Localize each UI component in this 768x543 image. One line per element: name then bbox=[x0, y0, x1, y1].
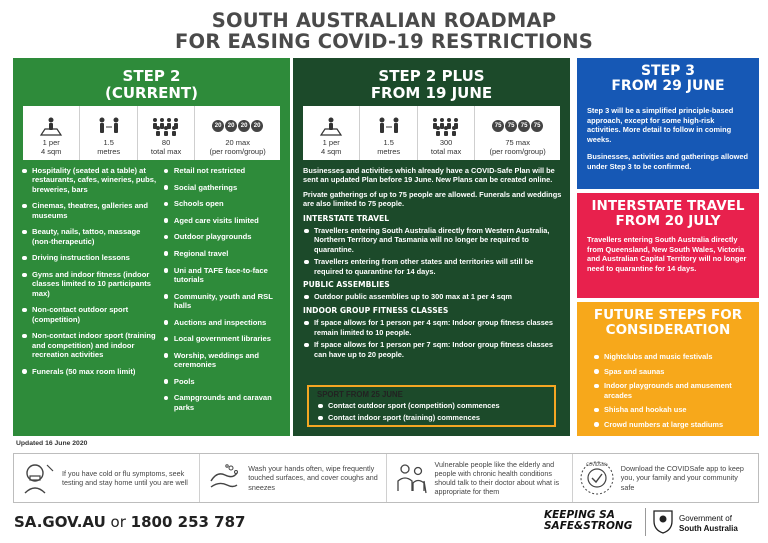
health-tips bbox=[13, 453, 759, 503]
future-panel bbox=[577, 302, 759, 436]
future-heading bbox=[577, 302, 759, 338]
footer-contact bbox=[14, 513, 245, 531]
stat-unit: 4 sqm bbox=[321, 146, 342, 156]
tip-text: If you have cold or flu symptoms, seek testing and stay home until you are well bbox=[62, 468, 188, 487]
government-logo bbox=[652, 508, 738, 539]
stat-value: 80 bbox=[161, 138, 171, 147]
list-item: Indoor playgrounds and amusement arcades bbox=[593, 381, 749, 400]
tip-covidsafe bbox=[573, 454, 758, 502]
list-item: Non-contact indoor sport (training and competition) and indoor recreation activities bbox=[21, 331, 159, 359]
step3-heading-line-1: STEP 3 bbox=[640, 63, 696, 79]
sick-person-icon bbox=[20, 460, 56, 496]
list-item: Contact outdoor sport (competition) commences bbox=[317, 401, 546, 410]
keeping-sa-logo bbox=[544, 510, 632, 532]
future-list bbox=[577, 338, 759, 429]
list-item: Contact indoor sport (training) commences bbox=[317, 413, 546, 422]
interstate-heading bbox=[577, 193, 759, 229]
step2plus-heading-line-2: FROM 19 JUNE bbox=[370, 84, 493, 102]
person-icon bbox=[39, 115, 63, 137]
stat-distance bbox=[80, 106, 137, 160]
capacity-badge: 75 bbox=[518, 120, 530, 132]
list-item: Outdoor public assemblies up to 300 max at 1 per 4 sqm bbox=[303, 292, 563, 301]
step2-panel bbox=[13, 58, 290, 436]
list-item: Driving instruction lessons bbox=[21, 253, 159, 262]
tip-vulnerable bbox=[387, 454, 573, 502]
step3-text-1: Step 3 will be a simplified principle-based approach, except for some high-risk activities. More detail to follow in coming weeks. bbox=[587, 106, 734, 144]
stat-distance bbox=[360, 106, 417, 160]
tip-handwashing bbox=[200, 454, 386, 502]
section-heading-fitness: INDOOR GROUP FITNESS CLASSES bbox=[303, 305, 449, 315]
stat-unit: (per room/group) bbox=[489, 146, 546, 156]
stat-value: 1.5 bbox=[103, 138, 114, 147]
government-line-2: South Australia bbox=[679, 523, 738, 533]
list-item: Community, youth and RSL halls bbox=[163, 292, 285, 311]
list-item: Campgrounds and caravan parks bbox=[163, 393, 285, 412]
list-item: Outdoor playgrounds bbox=[163, 232, 285, 241]
list-item: Funerals (50 max room limit) bbox=[21, 367, 159, 376]
assemblies-list bbox=[303, 292, 563, 301]
step2plus-body bbox=[303, 166, 563, 362]
list-item: Pools bbox=[163, 377, 285, 386]
capacity-badge: 20 bbox=[225, 120, 237, 132]
capacity-badge: 20 bbox=[251, 120, 263, 132]
step3-heading bbox=[577, 58, 759, 94]
interstate-list bbox=[303, 226, 563, 276]
stat-unit: metres bbox=[377, 146, 401, 156]
stat-unit: total max bbox=[430, 146, 462, 156]
stat-room bbox=[195, 106, 280, 160]
distancing-icon bbox=[376, 115, 402, 137]
keeping-sa-line-1: KEEPING SA bbox=[544, 509, 615, 521]
capacity-badge: 20 bbox=[212, 120, 224, 132]
list-item: Uni and TAFE face-to-face tutorials bbox=[163, 266, 285, 285]
list-item: Travellers entering from other states and territories will still be required to quarantine for 14 days. bbox=[303, 257, 563, 276]
government-text bbox=[679, 514, 738, 533]
crowd-icon bbox=[150, 115, 182, 137]
list-item: Spas and saunas bbox=[593, 367, 749, 376]
step2plus-intro-1: Businesses and activities which already have a COVID-Safe Plan will be sent an updated Plan before 19 June. New Plans can be created online. bbox=[303, 166, 555, 185]
step2plus-panel bbox=[293, 58, 570, 436]
stat-unit: metres bbox=[97, 146, 121, 156]
list-item: Retail not restricted bbox=[163, 166, 285, 175]
stat-total bbox=[138, 106, 195, 160]
list-item: Regional travel bbox=[163, 249, 285, 258]
step3-heading-line-2: FROM 29 JUNE bbox=[611, 78, 725, 94]
interstate-heading-line-1: INTERSTATE TRAVEL bbox=[591, 198, 745, 214]
step2-heading-line-2: (CURRENT) bbox=[104, 84, 199, 102]
footer-divider bbox=[645, 508, 646, 536]
stat-value: 300 bbox=[439, 138, 453, 147]
stat-value: 20 max bbox=[225, 138, 250, 147]
stat-density bbox=[23, 106, 80, 160]
updated-date: Updated 16 June 2020 bbox=[16, 440, 88, 447]
room-group-icon bbox=[212, 115, 263, 137]
title-line-2: FOR EASING COVID-19 RESTRICTIONS bbox=[175, 30, 593, 53]
list-item: Gyms and indoor fitness (indoor classes limited to 10 participants max) bbox=[21, 270, 159, 298]
tip-text: Wash your hands often, wipe frequently touched surfaces, and cover coughs and sneezes bbox=[248, 464, 378, 492]
list-item: Beauty, nails, tattoo, massage (non-therapeutic) bbox=[21, 227, 159, 246]
section-heading-interstate: INTERSTATE TRAVEL bbox=[303, 213, 390, 223]
stat-total bbox=[418, 106, 475, 160]
stat-value: 1 per bbox=[42, 138, 60, 147]
fitness-list bbox=[303, 318, 563, 359]
list-item: Schools open bbox=[163, 199, 285, 208]
list-item: If space allows for 1 person per 4 sqm: Indoor group fitness classes remain limited to 10 people. bbox=[303, 318, 563, 337]
interstate-text: Travellers entering South Australia directly from Queensland, New South Wales, Victoria and Australian Capital Territory will no longer need to quarantine for 14 days. bbox=[587, 235, 747, 273]
list-item: Travellers entering South Australia directly from Western Australia, Northern Territory and Tasmania will no longer be required to quarantine. bbox=[303, 226, 563, 254]
vulnerable-people-icon bbox=[393, 460, 429, 496]
list-item: Social gatherings bbox=[163, 183, 285, 192]
stat-unit: (per room/group) bbox=[209, 146, 266, 156]
list-item: Non-contact outdoor sport (competition) bbox=[21, 305, 159, 324]
step2plus-heading-line-1: STEP 2 PLUS bbox=[378, 67, 485, 85]
list-item: Shisha and hookah use bbox=[593, 405, 749, 414]
list-item: Aged care visits limited bbox=[163, 216, 285, 225]
interstate-heading-line-2: FROM 20 JULY bbox=[615, 213, 721, 229]
list-item: Cinemas, theatres, galleries and museums bbox=[21, 201, 159, 220]
capacity-badge: 75 bbox=[492, 120, 504, 132]
list-item: Crowd numbers at large stadiums bbox=[593, 420, 749, 429]
interstate-panel bbox=[577, 193, 759, 298]
distancing-icon bbox=[96, 115, 122, 137]
sport-list bbox=[317, 401, 546, 423]
step3-panel bbox=[577, 58, 759, 189]
step2-lists bbox=[21, 166, 285, 419]
step2-heading bbox=[13, 58, 290, 108]
crowd-icon bbox=[430, 115, 462, 137]
website-link[interactable]: SA.GOV.AU bbox=[14, 513, 106, 531]
step2-right-list bbox=[163, 166, 285, 419]
list-item: Hospitality (seated at a table) at restaurants, cafes, wineries, pubs, breweries, bars bbox=[21, 166, 159, 194]
title-line-1: SOUTH AUSTRALIAN ROADMAP bbox=[211, 9, 557, 32]
hand-washing-icon bbox=[206, 460, 242, 496]
phone-number[interactable]: 1800 253 787 bbox=[130, 513, 246, 531]
step3-text-2: Businesses, activities and gatherings allowed under Step 3 to be confirmed. bbox=[587, 152, 749, 171]
capacity-badge: 75 bbox=[531, 120, 543, 132]
capacity-badge: 75 bbox=[505, 120, 517, 132]
tip-symptoms bbox=[14, 454, 200, 502]
stat-value: 1 per bbox=[322, 138, 340, 147]
step2plus-heading bbox=[293, 58, 570, 108]
tip-text: Vulnerable people like the elderly and people with chronic health conditions should talk to their doctor about what is appropriate for them bbox=[434, 459, 560, 497]
stat-unit: total max bbox=[150, 146, 182, 156]
list-item: Auctions and inspections bbox=[163, 318, 285, 327]
person-icon bbox=[319, 115, 343, 137]
step2-heading-line-1: STEP 2 bbox=[122, 67, 181, 85]
stat-density bbox=[303, 106, 360, 160]
future-heading-line-2: CONSIDERATION bbox=[605, 322, 731, 338]
list-item: Local government libraries bbox=[163, 334, 285, 343]
tip-text: Download the COVIDSafe app to keep you, your family and your community safe bbox=[620, 464, 744, 492]
future-heading-line-1: FUTURE STEPS FOR bbox=[593, 307, 743, 323]
step2plus-stats bbox=[303, 106, 560, 160]
step2-stats bbox=[23, 106, 280, 160]
crest-icon bbox=[652, 508, 674, 539]
government-line-1: Government of bbox=[679, 514, 732, 523]
section-heading-assemblies: PUBLIC ASSEMBLIES bbox=[303, 280, 390, 290]
stat-room bbox=[475, 106, 560, 160]
covidsafe-icon bbox=[579, 460, 615, 496]
room-group-icon bbox=[492, 115, 543, 137]
covidsafe-badge: COVIDSafe bbox=[585, 462, 608, 467]
stat-value: 1.5 bbox=[383, 138, 394, 147]
footer-or: or bbox=[105, 513, 131, 531]
stat-unit: 4 sqm bbox=[41, 146, 62, 156]
step2-left-list bbox=[21, 166, 159, 419]
step2plus-intro-2: Private gatherings of up to 75 people are allowed. Funerals and weddings are also limited to 75 people. bbox=[303, 189, 562, 209]
list-item: If space allows for 1 person per 7 sqm: Indoor group fitness classes can have up to 20 people. bbox=[303, 340, 563, 359]
stat-value: 75 max bbox=[505, 138, 530, 147]
sport-heading: SPORT FROM 25 JUNE bbox=[317, 390, 403, 399]
page-title bbox=[0, 10, 768, 52]
keeping-sa-line-2: SAFE&STRONG bbox=[544, 520, 633, 532]
sport-box bbox=[307, 385, 556, 427]
list-item: Nightclubs and music festivals bbox=[593, 352, 749, 361]
capacity-badge: 20 bbox=[238, 120, 250, 132]
list-item: Worship, weddings and ceremonies bbox=[163, 351, 285, 370]
